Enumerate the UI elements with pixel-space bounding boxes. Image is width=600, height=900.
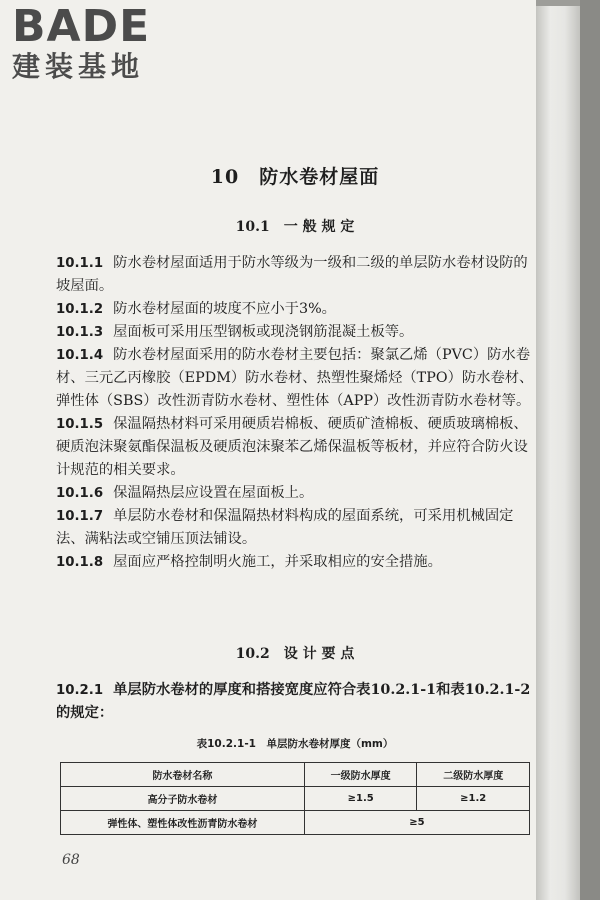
clause-number: 10.1.4 — [56, 348, 104, 363]
clause-text: 保温隔热材料可采用硬质岩棉板、硬质矿渣棉板、硬质玻璃棉板、硬质泡沫聚氨酯保温板及硬质泡沫聚苯乙烯保温板等板材，并应符合防火设计规范的相关要求。 — [56, 416, 528, 478]
table-row — [61, 787, 530, 811]
clause-text: 防水卷材屋面的坡度不应小于3%。 — [113, 301, 336, 317]
clause-10-1-3 — [56, 321, 534, 344]
table-cell-grade2: ≥1.2 — [417, 787, 530, 811]
clause-text: 单层防水卷材和保温隔热材料构成的屋面系统，可采用机械固定法、满粘法或空铺压顶法铺设。 — [56, 508, 514, 547]
logo — [12, 1, 182, 84]
clause-number: 10.1.2 — [56, 302, 104, 317]
section-2-body — [56, 679, 534, 725]
clause-number: 10.2.1 — [56, 683, 104, 698]
clause-number: 10.1.1 — [56, 256, 104, 271]
clause-10-1-2 — [56, 298, 534, 321]
chapter-title: 10 防水卷材屋面 — [210, 166, 380, 188]
logo-brand: BADE — [12, 1, 151, 52]
table-cell-name: 高分子防水卷材 — [61, 787, 305, 811]
clause-number: 10.1.3 — [56, 325, 104, 340]
table-header-row — [61, 763, 530, 787]
clause-10-1-7 — [56, 505, 534, 551]
table-cell-name: 弹性体、塑性体改性沥青防水卷材 — [61, 811, 305, 835]
clause-text: 屋面板可采用压型钢板或现浇钢筋混凝土板等。 — [113, 324, 414, 340]
table-header-cell: 二级防水厚度 — [417, 763, 530, 787]
clause-number: 10.1.7 — [56, 509, 104, 524]
table-cell-grade1: ≥1.5 — [304, 787, 417, 811]
clause-10-1-4 — [56, 344, 534, 413]
membrane-thickness-table — [60, 762, 530, 835]
clause-text: 单层防水卷材的厚度和搭接宽度应符合表10.2.1-1和表10.2.1-2的规定： — [56, 682, 531, 721]
clause-text: 防水卷材屋面适用于防水等级为一级和二级的单层防水卷材设防的坡屋面。 — [56, 255, 528, 294]
logo-subtitle: 建装基地 — [12, 50, 145, 83]
table-caption: 表10.2.1-1 单层防水卷材厚度（mm） — [196, 738, 394, 750]
clause-number: 10.1.6 — [56, 486, 104, 501]
table-header-cell: 一级防水厚度 — [304, 763, 417, 787]
book-spine-top — [536, 0, 584, 6]
page-number: 68 — [62, 852, 80, 868]
clause-text: 屋面应严格控制明火施工，并采取相应的安全措施。 — [113, 554, 442, 570]
section-1-body — [56, 252, 534, 574]
clause-number: 10.1.8 — [56, 555, 104, 570]
clause-10-1-5 — [56, 413, 534, 482]
table-cell-merged: ≥5 — [304, 811, 529, 835]
clause-number: 10.1.5 — [56, 417, 104, 432]
clause-10-1-1 — [56, 252, 534, 298]
clause-10-1-6 — [56, 482, 534, 505]
section-title-10-1: 10.1 一 般 规 定 — [235, 219, 355, 235]
section-title-10-2: 10.2 设 计 要 点 — [235, 646, 355, 662]
clause-text: 防水卷材屋面采用的防水卷材主要包括：聚氯乙烯（PVC）防水卷材、三元乙丙橡胶（EPDM）防水卷材、热塑性聚烯烃（TPO）防水卷材、弹性体（SBS）改性沥青防水卷材、塑性体（APP）改性沥青防水卷材等。 — [56, 347, 534, 409]
table-header-cell: 防水卷材名称 — [61, 763, 305, 787]
book-spine — [536, 0, 584, 900]
clause-10-1-8 — [56, 551, 534, 574]
table-row — [61, 811, 530, 835]
book-spine-edge — [580, 0, 600, 900]
clause-10-2-1 — [56, 679, 534, 725]
clause-text: 保温隔热层应设置在屋面板上。 — [113, 485, 314, 501]
